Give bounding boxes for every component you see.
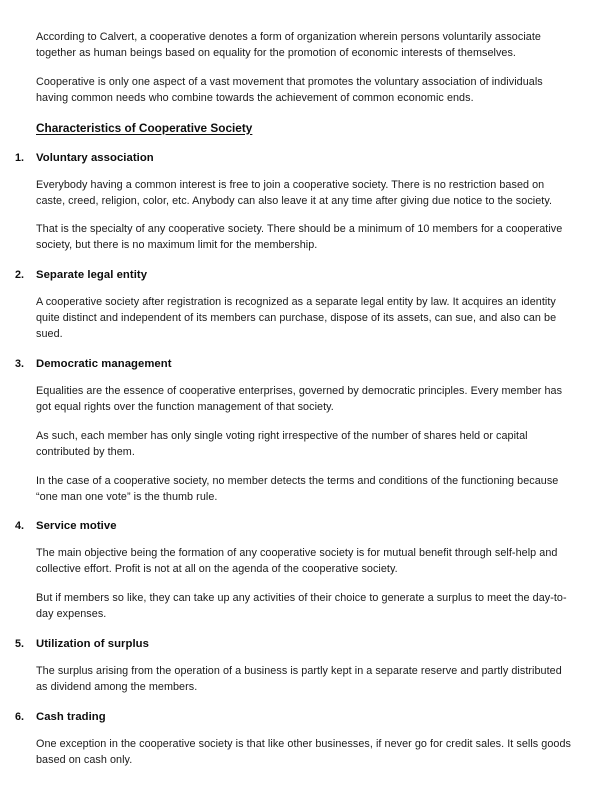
characteristic-paragraph: But if members so like, they can take up any activities of their choice to generate a surplus to meet the day-to-day expenses. xyxy=(36,592,567,621)
document-body xyxy=(15,30,575,769)
intro-paragraph-1: According to Calvert, a cooperative denotes a form of organization wherein persons voluntarily associate together as human beings based on equality for the promotion of economic interests of themselves. xyxy=(36,31,541,59)
characteristic-number: 1. xyxy=(15,151,25,164)
characteristic-paragraph: Everybody having a common interest is free to join a cooperative society. There is no restriction based on caste, creed, religion, color, etc. Anybody can also leave it at any time after giving due notice to the society. xyxy=(36,178,553,207)
characteristic-paragraph: As such, each member has only single voting right irrespective of the number of shares held or capital contributed by them. xyxy=(36,429,528,458)
characteristic-body xyxy=(36,737,575,769)
characteristic-paragraph: That is the specialty of any cooperative society. There should be a minimum of 10 members for a cooperative society, but there is no maximum limit for the membership. xyxy=(36,223,563,252)
characteristic-number: 3. xyxy=(15,357,25,370)
characteristic-item xyxy=(15,709,575,769)
characteristic-body xyxy=(36,295,575,343)
characteristic-title: Voluntary association xyxy=(36,151,154,164)
characteristic-heading xyxy=(15,709,575,725)
characteristic-item xyxy=(15,267,575,343)
characteristic-paragraph: A cooperative society after registration is recognized as a separate legal entity by law. It acquires an identity quite distinct and independent of its members can purchase, dispose of its assets, can sue, and also can be sued. xyxy=(36,296,557,341)
characteristic-body xyxy=(36,546,575,623)
characteristic-paragraph: Equalities are the essence of cooperative enterprises, governed by democratic principles. Every member has got equal rights over the function management of that society. xyxy=(36,384,563,413)
intro-paragraph-2: Cooperative is only one aspect of a vast movement that promotes the voluntary association of individuals having common needs who combine towards the achievement of common economic ends. xyxy=(36,75,543,104)
section-heading-wrapper xyxy=(36,120,575,136)
characteristic-body xyxy=(36,664,575,696)
characteristic-title: Separate legal entity xyxy=(36,269,148,282)
characteristic-heading xyxy=(15,356,575,372)
characteristic-item xyxy=(15,150,575,255)
section-heading: Characteristics of Cooperative Society xyxy=(36,120,253,135)
characteristic-paragraph: In the case of a cooperative society, no member detects the terms and conditions of the functioning because “one man one vote” is the thumb rule. xyxy=(36,474,559,503)
characteristic-item xyxy=(15,636,575,696)
characteristic-title: Democratic management xyxy=(36,357,172,370)
characteristic-number: 2. xyxy=(15,269,25,282)
characteristic-item xyxy=(15,518,575,623)
characteristic-heading xyxy=(15,150,575,166)
characteristic-heading xyxy=(15,518,575,534)
characteristic-heading xyxy=(15,636,575,652)
characteristic-paragraph: The main objective being the formation of any cooperative society is for mutual benefit through self-help and collective effort. Profit is not at all on the agenda of the cooperative society. xyxy=(36,547,558,576)
intro-block xyxy=(36,30,575,107)
characteristic-number: 5. xyxy=(15,638,25,651)
characteristic-heading xyxy=(15,267,575,283)
characteristic-title: Utilization of surplus xyxy=(36,638,149,651)
characteristic-title: Cash trading xyxy=(36,710,106,723)
characteristic-body xyxy=(36,384,575,505)
characteristic-body xyxy=(36,178,575,255)
characteristic-item xyxy=(15,356,575,505)
characteristic-number: 6. xyxy=(15,710,25,723)
characteristic-paragraph: One exception in the cooperative society is that like other businesses, if never go for credit sales. It sells goods based on cash only. xyxy=(36,737,571,766)
characteristic-number: 4. xyxy=(15,520,25,533)
characteristic-paragraph: The surplus arising from the operation of a business is partly kept in a separate reserve and partly distributed as dividend among the members. xyxy=(36,665,562,693)
characteristic-title: Service motive xyxy=(36,520,117,533)
